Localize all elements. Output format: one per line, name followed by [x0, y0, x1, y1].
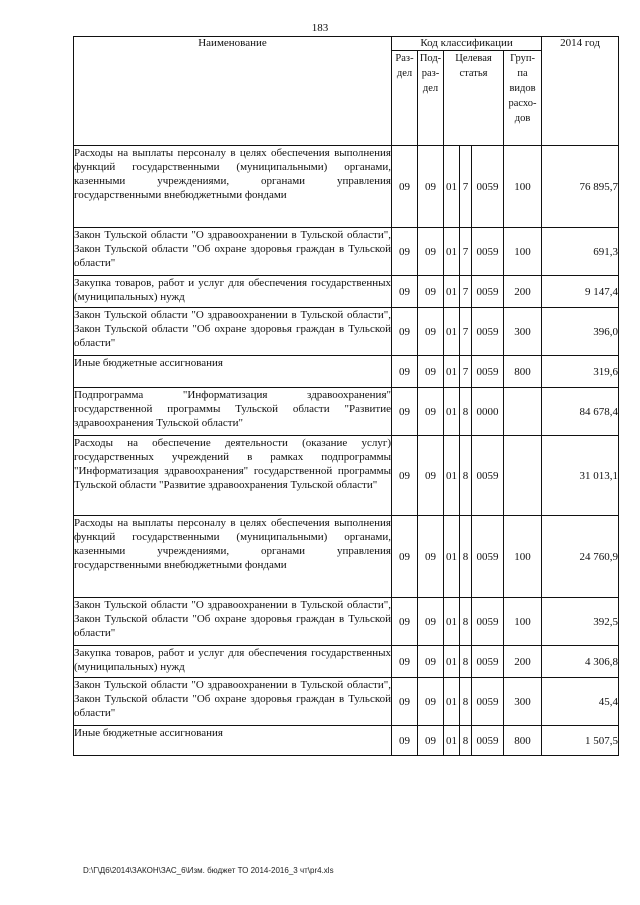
row-target-subprogram: 8 [460, 598, 472, 646]
row-target-subprogram: 8 [460, 726, 472, 756]
row-razdel: 09 [392, 516, 418, 598]
header-razdel: Раз- дел [392, 51, 418, 146]
row-target-subprogram: 8 [460, 516, 472, 598]
row-amount: 9 147,4 [542, 276, 619, 308]
row-amount: 1 507,5 [542, 726, 619, 756]
row-target-program: 01 [444, 646, 460, 678]
row-target-program: 01 [444, 388, 460, 436]
row-podrazdel: 09 [418, 356, 444, 388]
table-row [74, 146, 619, 228]
row-expense-type: 300 [504, 678, 542, 726]
row-name: Расходы на обеспечение деятельности (оказание услуг) государственных учреждений в рамках подпрограммы "Информатизация здравоохранения" государственной программы Тульской области "Развитие здравоохранения Тульской области" [74, 436, 392, 516]
header-tselevaya-statya: Целевая статья [444, 51, 504, 146]
row-podrazdel: 09 [418, 646, 444, 678]
row-amount: 84 678,4 [542, 388, 619, 436]
row-name: Закупка товаров, работ и услуг для обеспечения государственных (муниципальных) нужд [74, 646, 392, 678]
row-target-program: 01 [444, 598, 460, 646]
row-name: Закон Тульской области "О здравоохранении в Тульской области", Закон Тульской области "Об охране здоровья граждан в Тульской области" [74, 598, 392, 646]
row-target-program: 01 [444, 228, 460, 276]
row-amount: 45,4 [542, 678, 619, 726]
row-target-direction: 0059 [472, 356, 504, 388]
row-target-direction: 0059 [472, 276, 504, 308]
row-name: Закупка товаров, работ и услуг для обеспечения государственных (муниципальных) нужд [74, 276, 392, 308]
row-target-subprogram: 8 [460, 436, 472, 516]
row-razdel: 09 [392, 146, 418, 228]
row-expense-type: 100 [504, 598, 542, 646]
row-target-subprogram: 7 [460, 356, 472, 388]
row-target-subprogram: 7 [460, 308, 472, 356]
table-row [74, 228, 619, 276]
row-expense-type: 100 [504, 146, 542, 228]
row-razdel: 09 [392, 308, 418, 356]
row-target-direction: 0059 [472, 146, 504, 228]
row-razdel: 09 [392, 276, 418, 308]
row-target-direction: 0059 [472, 308, 504, 356]
table-row [74, 516, 619, 598]
row-podrazdel: 09 [418, 436, 444, 516]
row-amount: 4 306,8 [542, 646, 619, 678]
row-expense-type: 200 [504, 276, 542, 308]
table-body [74, 146, 619, 756]
row-razdel: 09 [392, 356, 418, 388]
row-target-subprogram: 8 [460, 678, 472, 726]
row-target-program: 01 [444, 678, 460, 726]
row-expense-type [504, 436, 542, 516]
row-razdel: 09 [392, 646, 418, 678]
row-podrazdel: 09 [418, 146, 444, 228]
header-code-classification: Код классификации [392, 37, 542, 51]
budget-table [73, 36, 619, 756]
row-expense-type: 800 [504, 726, 542, 756]
row-amount: 76 895,7 [542, 146, 619, 228]
row-name: Расходы на выплаты персоналу в целях обеспечения выполнения функций государственными (муниципальными) органами, казенными учреждениями, органами управления государственными внебюджетными фондами [74, 516, 392, 598]
table-row [74, 598, 619, 646]
header-gruppa-vidov: Груп- па видов расхо- дов [504, 51, 542, 146]
table-row [74, 646, 619, 678]
row-target-subprogram: 7 [460, 146, 472, 228]
row-target-direction: 0000 [472, 388, 504, 436]
row-name: Закон Тульской области "О здравоохранении в Тульской области", Закон Тульской области "Об охране здоровья граждан в Тульской области" [74, 308, 392, 356]
row-target-program: 01 [444, 146, 460, 228]
row-name: Иные бюджетные ассигнования [74, 726, 392, 756]
row-target-program: 01 [444, 276, 460, 308]
header-podrazdel: Под- раз- дел [418, 51, 444, 146]
row-podrazdel: 09 [418, 228, 444, 276]
row-expense-type: 100 [504, 516, 542, 598]
table-row [74, 678, 619, 726]
row-expense-type: 100 [504, 228, 542, 276]
row-target-direction: 0059 [472, 598, 504, 646]
row-target-program: 01 [444, 356, 460, 388]
table-row [74, 276, 619, 308]
row-podrazdel: 09 [418, 726, 444, 756]
row-target-program: 01 [444, 516, 460, 598]
header-year: 2014 год [542, 37, 619, 146]
row-target-subprogram: 8 [460, 646, 472, 678]
row-razdel: 09 [392, 726, 418, 756]
row-podrazdel: 09 [418, 308, 444, 356]
row-target-program: 01 [444, 726, 460, 756]
row-target-direction: 0059 [472, 516, 504, 598]
header-name: Наименование [74, 37, 392, 146]
row-podrazdel: 09 [418, 598, 444, 646]
row-target-direction: 0059 [472, 726, 504, 756]
row-target-direction: 0059 [472, 228, 504, 276]
row-target-direction: 0059 [472, 678, 504, 726]
row-name: Подпрограмма "Информатизация здравоохранения" государственной программы Тульской области "Развитие здравоохранения Тульской области" [74, 388, 392, 436]
row-name: Закон Тульской области "О здравоохранении в Тульской области", Закон Тульской области "Об охране здоровья граждан в Тульской области" [74, 678, 392, 726]
row-podrazdel: 09 [418, 388, 444, 436]
row-target-program: 01 [444, 436, 460, 516]
row-expense-type [504, 388, 542, 436]
row-amount: 31 013,1 [542, 436, 619, 516]
row-amount: 691,3 [542, 228, 619, 276]
row-target-subprogram: 8 [460, 388, 472, 436]
row-amount: 319,6 [542, 356, 619, 388]
row-razdel: 09 [392, 598, 418, 646]
row-razdel: 09 [392, 388, 418, 436]
table-header [74, 37, 619, 146]
row-target-subprogram: 7 [460, 276, 472, 308]
row-amount: 24 760,9 [542, 516, 619, 598]
row-podrazdel: 09 [418, 276, 444, 308]
table-row [74, 388, 619, 436]
row-name: Расходы на выплаты персоналу в целях обеспечения выполнения функций государственными (муниципальными) органами, казенными учреждениями, органами управления государственными внебюджетными фондами [74, 146, 392, 228]
table-row [74, 356, 619, 388]
row-amount: 392,5 [542, 598, 619, 646]
row-podrazdel: 09 [418, 516, 444, 598]
row-name: Иные бюджетные ассигнования [74, 356, 392, 388]
row-expense-type: 200 [504, 646, 542, 678]
row-razdel: 09 [392, 228, 418, 276]
row-target-subprogram: 7 [460, 228, 472, 276]
row-target-direction: 0059 [472, 646, 504, 678]
row-target-program: 01 [444, 308, 460, 356]
row-name: Закон Тульской области "О здравоохранении в Тульской области", Закон Тульской области "Об охране здоровья граждан в Тульской области" [74, 228, 392, 276]
footer-file-path: D:\Г\Д6\2014\ЗАКОН\ЗАС_6\Изм. бюджет ТО 2014-2016_3 чт\pr4.xls [83, 866, 334, 875]
row-target-direction: 0059 [472, 436, 504, 516]
row-podrazdel: 09 [418, 678, 444, 726]
table-row [74, 436, 619, 516]
row-razdel: 09 [392, 678, 418, 726]
row-expense-type: 300 [504, 308, 542, 356]
row-amount: 396,0 [542, 308, 619, 356]
page-number: 183 [311, 22, 329, 34]
row-razdel: 09 [392, 436, 418, 516]
table-row [74, 726, 619, 756]
row-expense-type: 800 [504, 356, 542, 388]
table-row [74, 308, 619, 356]
